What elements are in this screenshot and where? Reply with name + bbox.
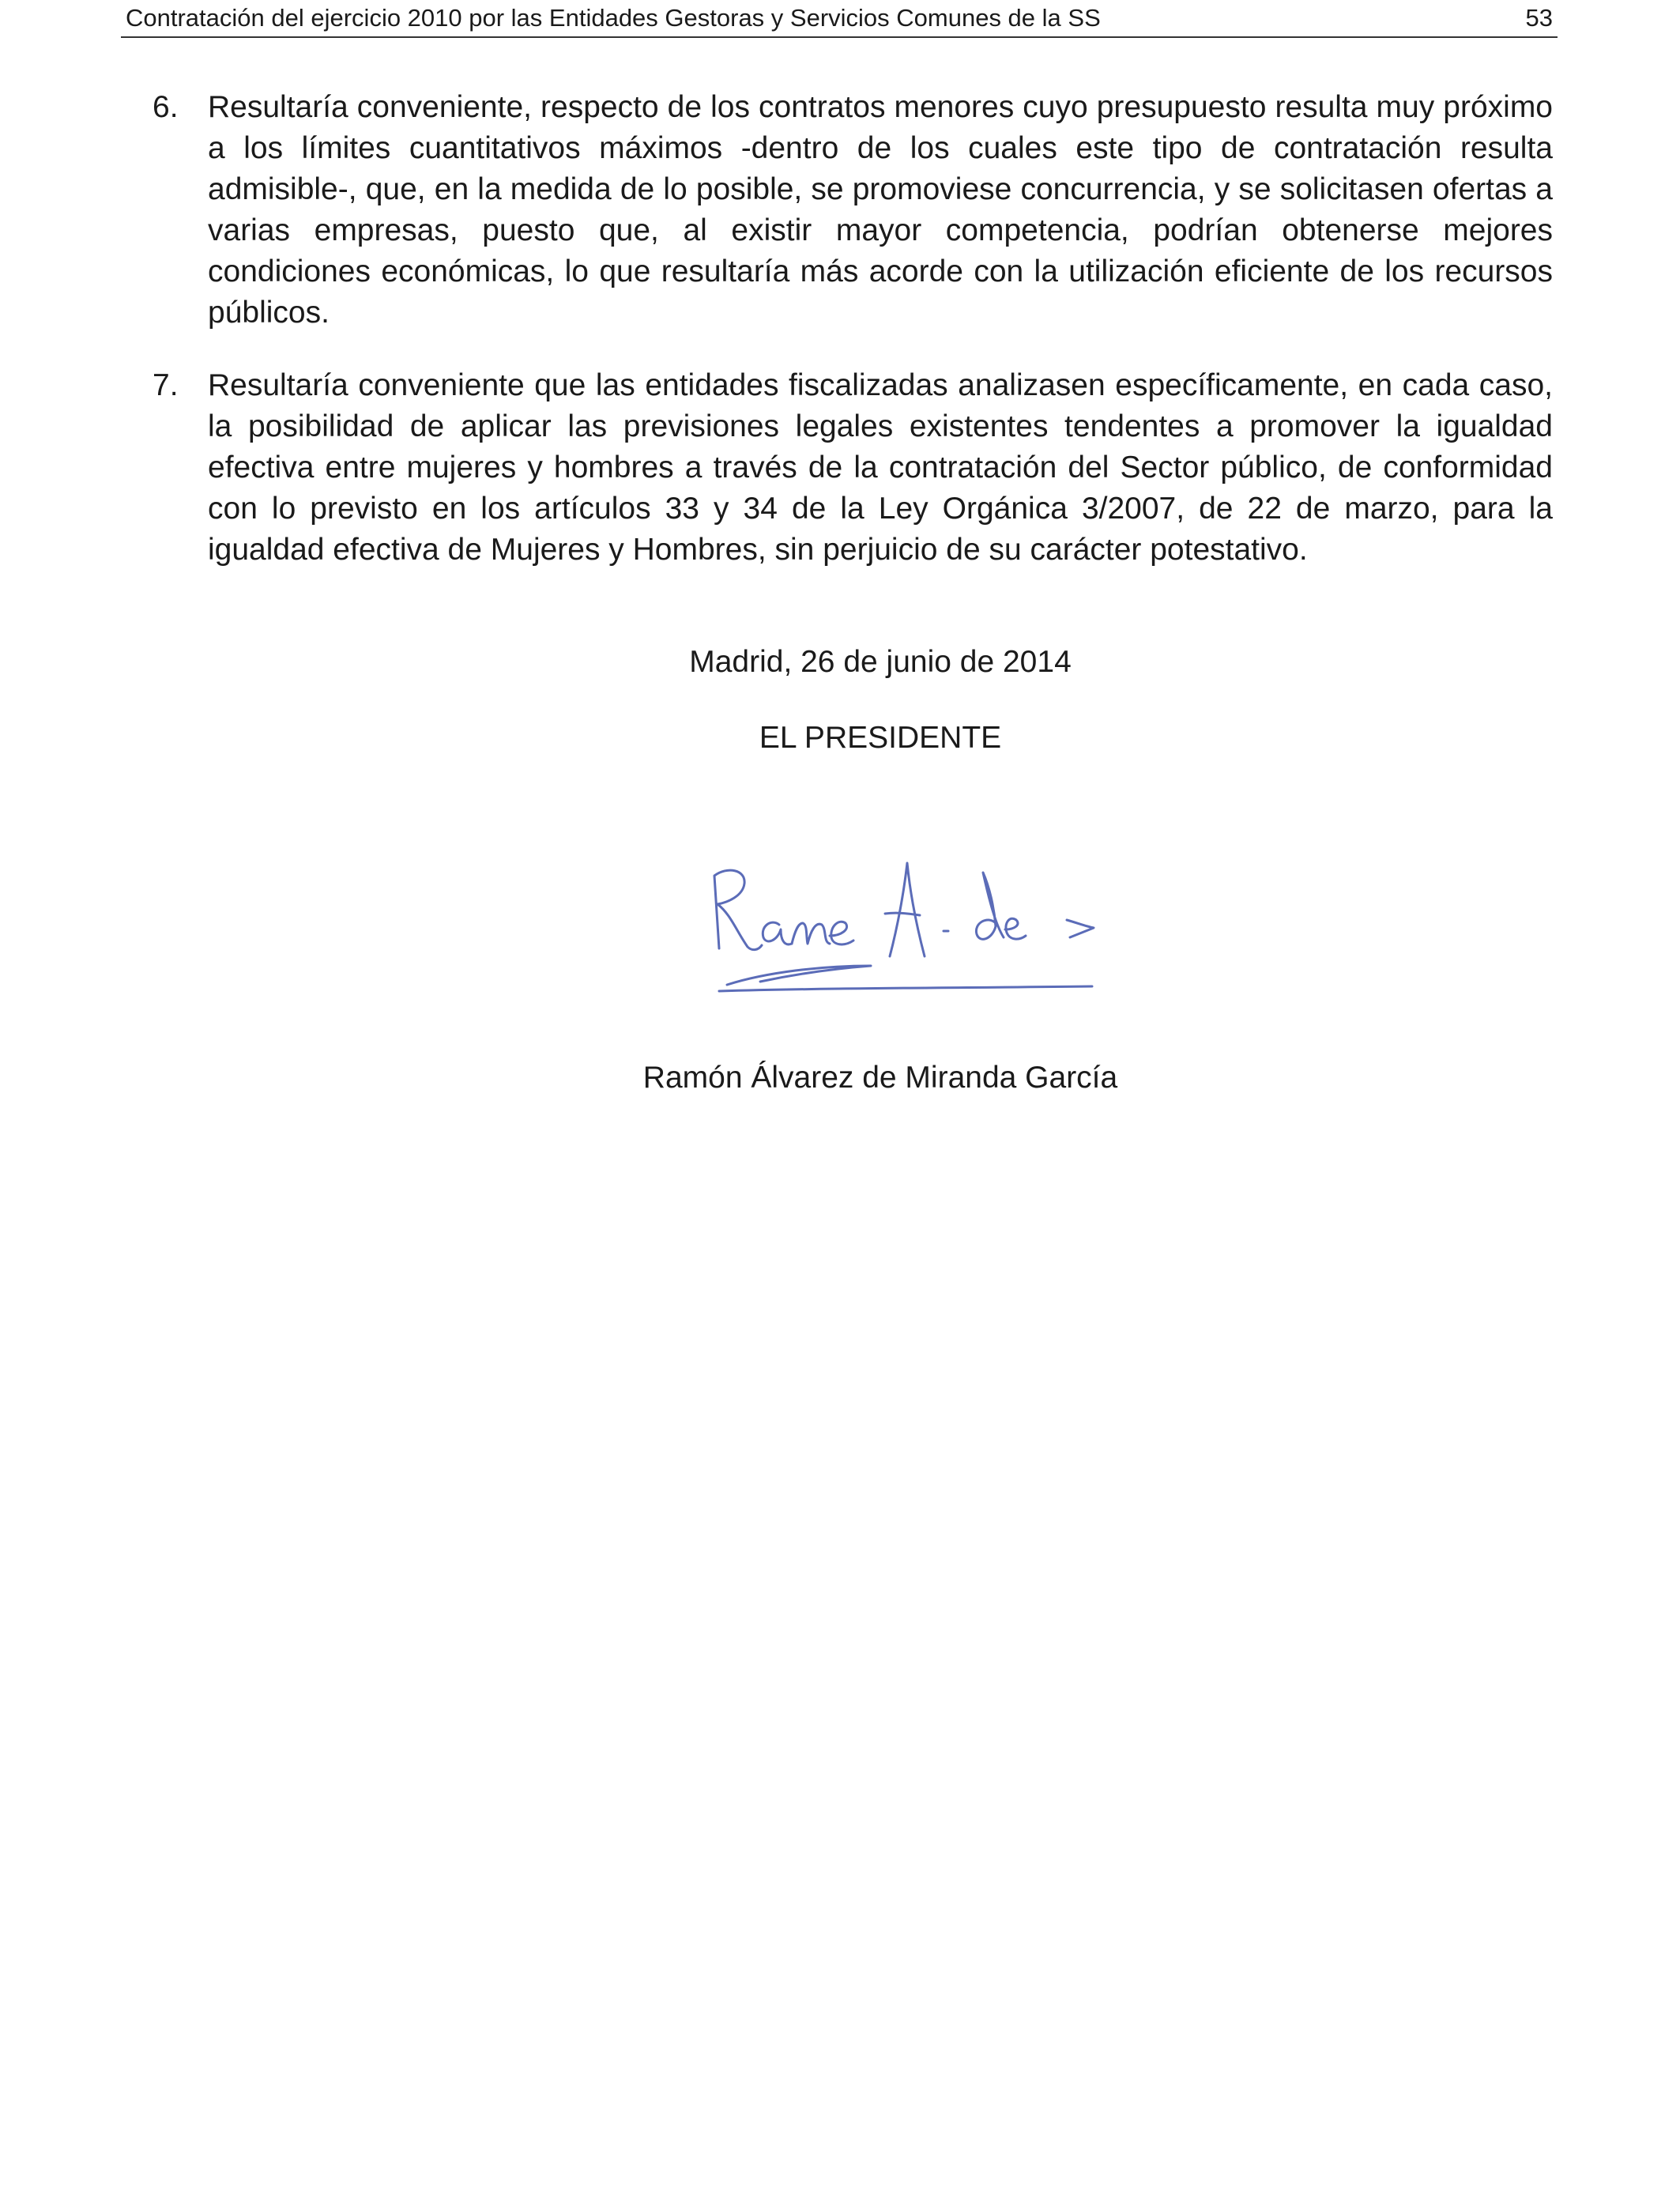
handwritten-signature — [695, 838, 1122, 996]
page-number: 53 — [1525, 4, 1553, 32]
finding-item-6 — [153, 87, 1553, 334]
place-date: Madrid, 26 de junio de 2014 — [689, 645, 1072, 679]
finding-number: 7. — [153, 368, 179, 402]
finding-item-7 — [153, 365, 1553, 571]
finding-number: 6. — [153, 90, 179, 124]
findings-list — [153, 87, 1553, 602]
signatory-name: Ramón Álvarez de Miranda García — [642, 1061, 1118, 1095]
finding-text: Resultaría conveniente que las entidades fiscalizadas analizasen específicamente, en cada caso, la posibilidad de aplicar las previsiones legales existentes tendentes a promover la igualdad efectiva entre mujeres y hombres a través de la contratación del Sector público, de conformidad con lo previsto en los artículos 33 y 34 de la Ley Orgánica 3/2007, de 22 de marzo, para la igualdad efectiva de Mujeres y Hombres, sin perjuicio de su carácter potestativo. — [208, 368, 1553, 567]
signer-role: EL PRESIDENTE — [759, 721, 1002, 755]
header-title: Contratación del ejercicio 2010 por las Entidades Gestoras y Servicios Comunes de la SS — [126, 4, 1101, 32]
finding-text: Resultaría conveniente, respecto de los contratos menores cuyo presupuesto resulta muy próximo a los límites cuantitativos máximos -dentro de los cuales este tipo de contratación resulta admisible-, que, en la medida de lo posible, se promoviese concurrencia, y se solicitasen ofertas a varias empresas, puesto que, al existir mayor competencia, podrían obtenerse mejores condiciones económicas, lo que resultaría más acorde con la utilización eficiente de los recursos públicos. — [208, 90, 1553, 330]
running-header — [121, 0, 1558, 38]
